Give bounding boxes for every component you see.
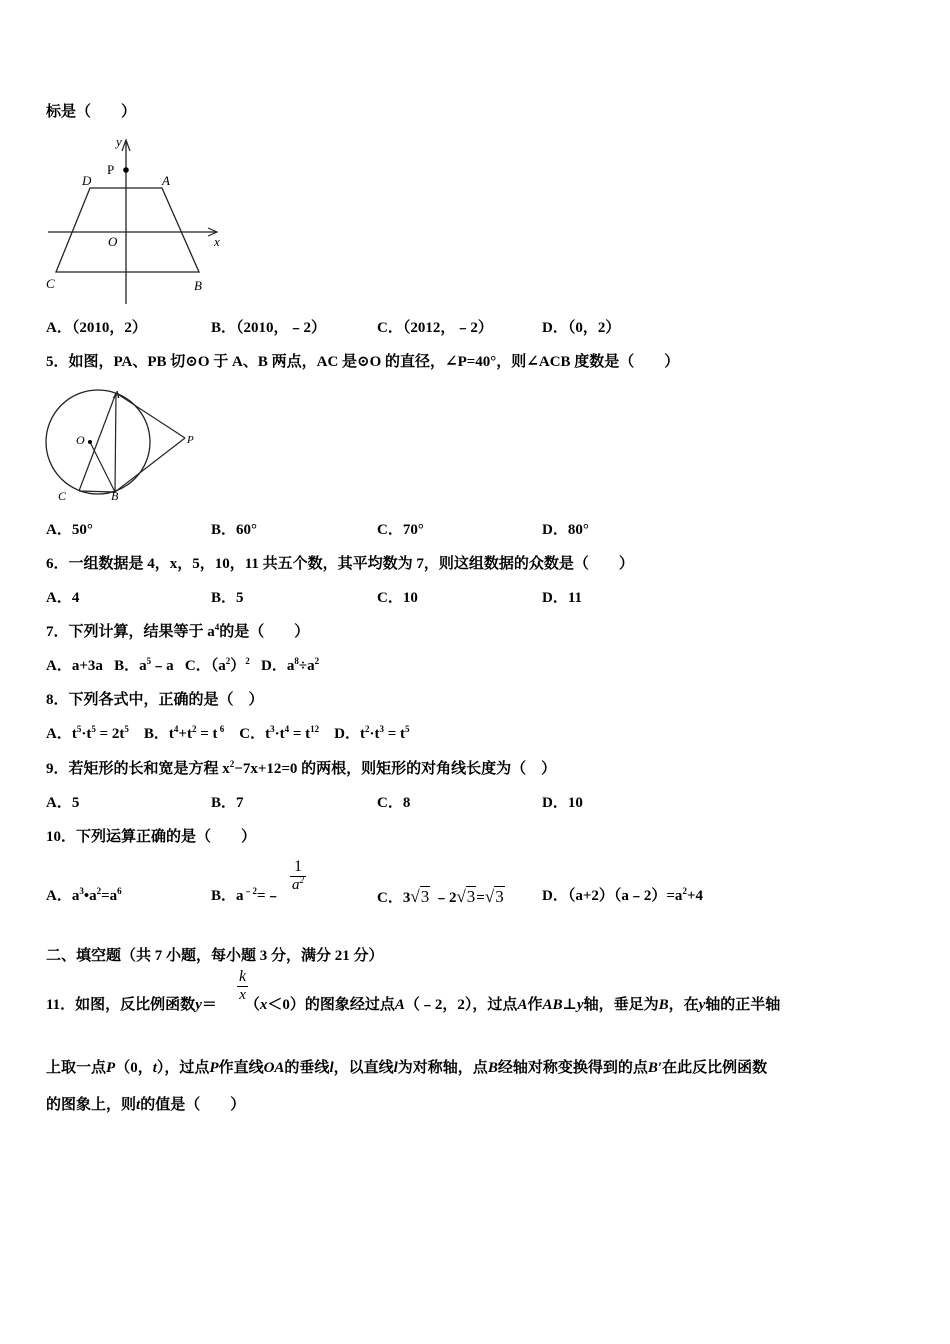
sqrt-symbol: √3	[456, 887, 476, 906]
q5-label-b: B	[111, 489, 119, 503]
q11-fraction-k-over-x	[237, 968, 248, 1004]
fraction-denominator: x	[239, 987, 246, 1003]
q7-stem: 7．下列计算，结果等于 $a^4$的是（ ）	[46, 622, 310, 640]
q7-option-b: B．$a^5﹣a$	[114, 656, 174, 674]
q4-trapezoid-figure	[44, 130, 228, 306]
fraction-numerator: 1	[294, 858, 302, 875]
q5-option-c: C．70°	[377, 522, 424, 538]
q5-option-d: D．80°	[542, 522, 589, 538]
fraction-denominator: $a^2$	[292, 875, 304, 893]
q10-option-b-fraction	[290, 858, 306, 894]
q4-label-p: P	[107, 162, 115, 177]
q8-option-c: C．$t^3\cdot t^4 = t^{12}$	[239, 724, 320, 742]
q4-label-d: D	[82, 173, 92, 188]
q5-label-p: P	[187, 434, 194, 446]
q7-options-row	[46, 656, 319, 676]
q11-line-3: 的图象上，则t的值是（ ）	[46, 1097, 246, 1113]
q10-stem: 10．下列运算正确的是（ ）	[46, 829, 257, 845]
q5-option-b: B．60°	[211, 522, 258, 538]
q5-option-a: A．50°	[46, 522, 93, 538]
q6-option-a: A．4	[46, 590, 80, 606]
q8-option-b: B．$t^4+t^2 = t$ $^6$	[143, 724, 225, 742]
q6-stem: 6．一组数据是 4，x，5，10，11 共五个数，其平均数为 7，则这组数据的众数是（ ）	[46, 556, 634, 572]
q4-label-x: x	[214, 234, 220, 249]
q4-label-c: C	[46, 276, 55, 291]
q10-option-c: C．3√3 ﹣2√3=√3	[377, 887, 504, 906]
q4-option-b: B．（2010，﹣2）	[211, 320, 327, 336]
q6-option-c: C．10	[377, 590, 418, 606]
q7-option-c: C．$(a^2)^2$	[184, 656, 250, 674]
q9-option-a: A．5	[46, 795, 80, 811]
q9-option-c: C．8	[377, 795, 411, 811]
q6-option-d: D．11	[542, 590, 583, 606]
q4-stem-tail: 标是（ ）	[46, 104, 137, 120]
q10-option-d: D．$(a+2)(a﹣2)=a^2+4$	[542, 886, 703, 904]
q5-label-c: C	[58, 489, 67, 503]
q4-label-o: O	[108, 234, 118, 249]
q11-line-1: 11．如图，反比例函数y＝ （x＜0）的图象经过点A（﹣2，2），过点A作AB⊥y轴，垂足为B，在y轴的正半轴	[46, 997, 781, 1013]
sqrt-symbol: √3	[484, 887, 504, 906]
q5-circle-tangent-figure	[40, 386, 204, 506]
fraction-numerator: k	[239, 968, 247, 985]
q4-label-y: y	[116, 134, 122, 149]
q5-stem: 5．如图，PA、PB 切⊙O 于 A、B 两点，AC 是⊙O 的直径，∠P=40°，则∠ACB 度数是（ ）	[46, 354, 680, 370]
q8-option-d: D．$t^2\cdot t^3 = t^5$	[334, 724, 410, 742]
q7-option-a: A．a+3a	[46, 658, 103, 674]
q9-stem: 9．若矩形的长和宽是方程 $x^2-7x+12=0$ 的两根，则矩形的对角线长度为（ ）	[46, 759, 557, 777]
q10-option-b: B．$a^{﹣2}=﹣$	[211, 886, 281, 904]
q4-label-b: B	[194, 278, 202, 293]
sqrt-symbol: √3	[410, 887, 430, 906]
q4-option-c: C．（2012，﹣2）	[377, 320, 493, 336]
q7-option-d: D．$a^8\div a^2$	[261, 656, 320, 674]
q8-stem: 8．下列各式中，正确的是（ ）	[46, 692, 264, 708]
q4-option-d: D．（0，2）	[542, 320, 621, 336]
q10-option-a: A．$a^3•a^2=a^6$	[46, 886, 122, 904]
q8-options-row	[46, 724, 409, 744]
q8-option-a: A．$t^5\cdot t^5 = 2t^5$	[46, 724, 129, 742]
q4-label-a: A	[162, 173, 170, 188]
q4-option-a: A．（2010，2）	[46, 320, 147, 336]
q9-option-b: B．7	[211, 795, 244, 811]
q11-line-2: 上取一点P（0，t），过点P作直线OA的垂线l，以直线l为对称轴，点B经轴对称变换得到的点B′在此反比例函数	[46, 1060, 768, 1076]
section-2-heading: 二、填空题（共 7 小题，每小题 3 分，满分 21 分）	[46, 948, 384, 964]
q5-label-o: O	[76, 433, 85, 447]
q9-option-d: D．10	[542, 795, 583, 811]
q5-label-a: A	[113, 389, 120, 401]
q6-option-b: B．5	[211, 590, 244, 606]
